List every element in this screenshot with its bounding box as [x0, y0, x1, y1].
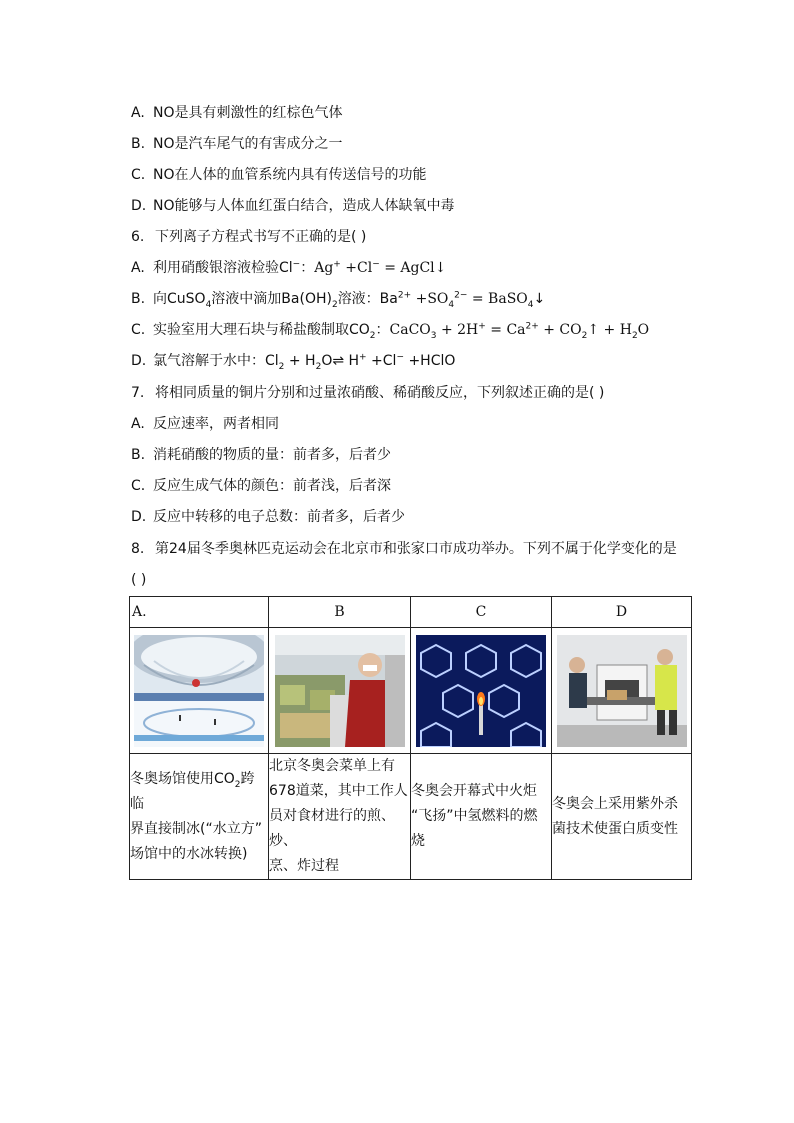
- q8-options-table: [129, 596, 692, 880]
- cell-d: 冬奥会上采用紫外杀 菌技术使蛋白质变性: [552, 754, 692, 880]
- q6-option-c: C. 实验室用大理石块与稀盐酸制取$CO_2$：CaCO$_3$ + $2H^+ = Ca^{2+}$ + $CO_2↑ + H_2O$: [131, 321, 650, 341]
- table-header-row: [130, 597, 692, 628]
- q6-option-d: D. 氯气溶解于水中：$Cl_2$ + $H_2O\rightleftharpoons$ H+ +Cl− +HClO: [131, 352, 456, 372]
- q8-stem-paren: ( ): [131, 572, 147, 588]
- q5-option-a: A. NO是具有刺激性的红棕色气体: [131, 105, 343, 121]
- q7-option-d: D. 反应中转移的电子总数：前者多，后者少: [131, 509, 405, 525]
- q5-option-b: B. NO是汽车尾气的有害成分之一: [131, 136, 343, 152]
- q7-option-a: A. 反应速率，两者相同: [131, 416, 279, 432]
- ice-stadium-image: [134, 635, 264, 747]
- table-image-row: [130, 628, 692, 754]
- cell-c: 冬奥会开幕式中火炬 “飞扬”中氢燃料的燃 烧: [411, 754, 552, 880]
- q6-option-b: B. 向CuSO$_4$溶液中滴加$Ba(OH)_2$溶液：$Ba^{2+} +SO_4^{2-}$ = BaSO$_4$↓: [131, 290, 546, 310]
- table-text-row: [130, 754, 692, 880]
- q8-stem: 8. 第24届冬季奥林匹克运动会在北京市和张家口市成功举办。下列不属于化学变化的是: [131, 541, 677, 557]
- q5-option-d: D. NO能够与人体血红蛋白结合，造成人体缺氧中毒: [131, 198, 455, 214]
- uv-disinfection-image: [557, 635, 687, 747]
- q7-stem: 7. 将相同质量的铜片分别和过量浓硝酸、稀硝酸反应，下列叙述正确的是( ): [131, 385, 605, 401]
- canteen-worker-image: [275, 635, 405, 747]
- cell-b: 北京冬奥会菜单上有 678道菜，其中工作人 员对食材进行的煎、炒、 烹、炸过程: [269, 754, 411, 880]
- header-a: A.: [130, 597, 269, 628]
- torch-ceremony-image: [416, 635, 546, 747]
- cell-a: 冬奥场馆使用$CO_2$跨临 界直接制冰(“水立方” 场馆中的水冰转换): [130, 754, 269, 880]
- header-c: C: [411, 597, 552, 628]
- header-b: B: [269, 597, 411, 628]
- q7-option-b: B. 消耗硝酸的物质的量：前者多，后者少: [131, 447, 391, 463]
- q5-option-c: C. NO在人体的血管系统内具有传送信号的功能: [131, 167, 427, 183]
- q6-option-a: A. 利用硝酸银溶液检验Cl−：Ag+ +Cl− = AgCl↓: [131, 259, 447, 276]
- q7-option-c: C. 反应生成气体的颜色：前者浅，后者深: [131, 478, 391, 494]
- header-d: D: [552, 597, 692, 628]
- q6-stem: 6. 下列离子方程式书写不正确的是( ): [131, 229, 367, 245]
